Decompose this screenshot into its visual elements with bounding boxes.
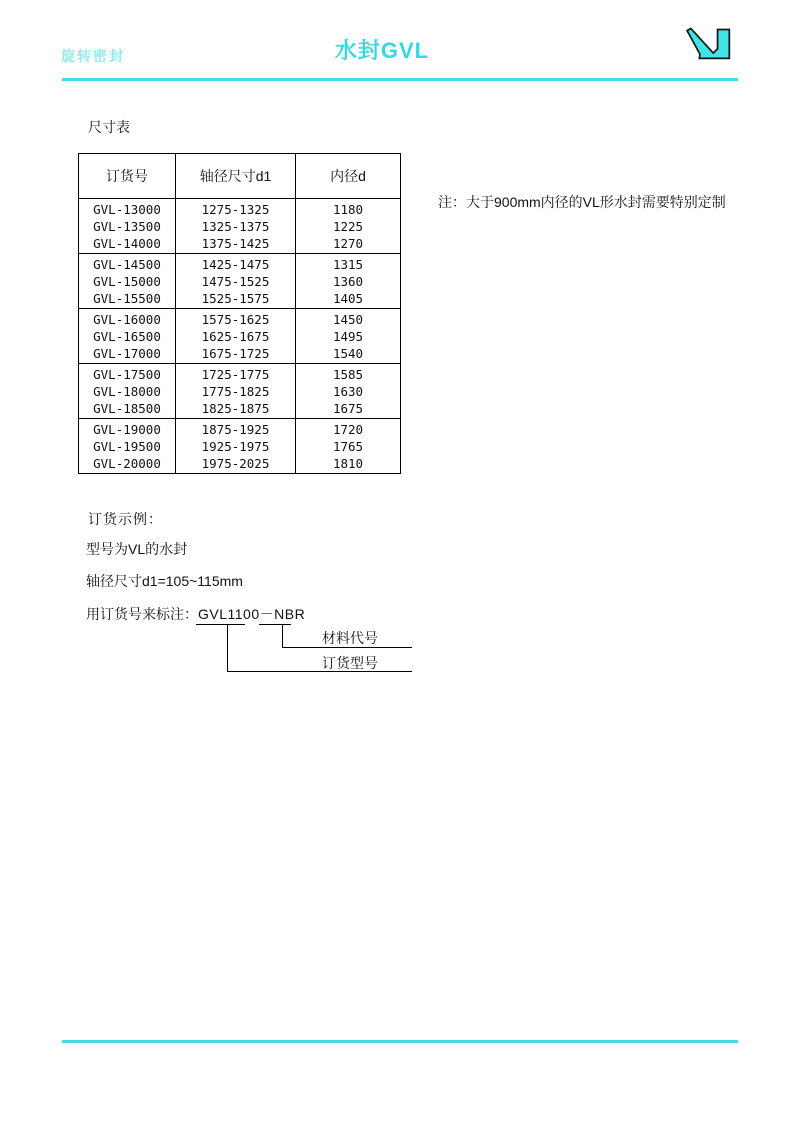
table-row-group (79, 254, 401, 309)
table-row (79, 455, 401, 474)
table-cell: 1630 (296, 383, 401, 400)
v-seal-logo-icon (686, 27, 732, 62)
table-cell: GVL-19500 (93, 439, 161, 454)
table-cell: 1315 (296, 254, 401, 274)
table-row (79, 345, 401, 364)
table-cell: 1585 (296, 364, 401, 384)
table-cell: GVL-14500 (93, 257, 161, 272)
table-row-group (79, 309, 401, 364)
order-example-size-line: 轴径尺寸d1=105~115mm (86, 573, 243, 589)
table-cell: 1720 (296, 419, 401, 439)
table-row (79, 218, 401, 235)
table-cell: 1425-1475 (176, 254, 296, 274)
table-row (79, 328, 401, 345)
page-title: 水封GVL (334, 38, 430, 63)
order-example-model-line: 型号为VL的水封 (86, 541, 188, 557)
order-code-separator: － (259, 606, 275, 622)
col-header-order-no: 订货号 (79, 154, 176, 199)
table-cell: 1675-1725 (176, 345, 296, 364)
order-example-heading: 订货示例： (88, 511, 163, 527)
table-cell: 1475-1525 (176, 273, 296, 290)
table-cell: 1575-1625 (176, 309, 296, 329)
table-row-group (79, 419, 401, 474)
table-cell: 1675 (296, 400, 401, 419)
table-row (79, 254, 401, 274)
table-cell: 1525-1575 (176, 290, 296, 309)
table-cell: GVL-18500 (93, 401, 161, 416)
table-cell: 1925-1975 (176, 438, 296, 455)
callout-line-order-vertical (227, 624, 228, 672)
table-cell: 1765 (296, 438, 401, 455)
table-row (79, 419, 401, 439)
table-row (79, 438, 401, 455)
callout-material-label: 材料代号 (322, 630, 378, 646)
table-row-group (79, 364, 401, 419)
table-cell: 1375-1425 (176, 235, 296, 254)
underline-material-code (259, 624, 291, 625)
table-cell: GVL-16500 (93, 329, 161, 344)
table-cell: 1625-1675 (176, 328, 296, 345)
table-cell: GVL-16000 (93, 312, 161, 327)
table-cell: GVL-19000 (93, 422, 161, 437)
table-cell: 1495 (296, 328, 401, 345)
dimension-table (78, 153, 401, 474)
table-row (79, 383, 401, 400)
table-cell: 1360 (296, 273, 401, 290)
table-cell: GVL-13000 (93, 202, 161, 217)
table-row (79, 309, 401, 329)
table-header-row (79, 154, 401, 199)
section-label: 旋转密封 (61, 48, 125, 64)
table-cell: 1540 (296, 345, 401, 364)
table-row (79, 364, 401, 384)
table-cell: 1975-2025 (176, 455, 296, 474)
order-code-label: 用订货号来标注： (86, 606, 198, 622)
dimension-table-heading: 尺寸表 (88, 119, 130, 135)
table-cell: 1775-1825 (176, 383, 296, 400)
table-row (79, 199, 401, 219)
order-example-code-line (86, 604, 305, 624)
table-cell: 1810 (296, 455, 401, 474)
table-cell: 1825-1875 (176, 400, 296, 419)
table-cell: GVL-18000 (93, 384, 161, 399)
order-code: GVL1100 (198, 606, 260, 622)
table-cell: GVL-20000 (93, 456, 161, 471)
table-cell: 1275-1325 (176, 199, 296, 219)
footer-rule (62, 1040, 738, 1043)
table-cell: GVL-17500 (93, 367, 161, 382)
table-row (79, 400, 401, 419)
callout-model-label: 订货型号 (322, 655, 378, 671)
header-rule (62, 78, 738, 81)
table-row (79, 290, 401, 309)
table-cell: 1405 (296, 290, 401, 309)
table-row (79, 235, 401, 254)
table-row (79, 273, 401, 290)
col-header-inner-diameter: 内径d (296, 154, 401, 199)
table-cell: 1180 (296, 199, 401, 219)
table-cell: 1225 (296, 218, 401, 235)
underline-order-code (196, 624, 245, 625)
table-cell: GVL-14000 (93, 236, 161, 251)
table-cell: 1270 (296, 235, 401, 254)
table-cell: GVL-15500 (93, 291, 161, 306)
col-header-shaft-diameter: 轴径尺寸d1 (176, 154, 296, 199)
table-cell: GVL-13500 (93, 219, 161, 234)
table-cell: 1325-1375 (176, 218, 296, 235)
special-order-note: 注：大于900mm内径的VL形水封需要特别定制 (438, 194, 726, 210)
table-cell: GVL-17000 (93, 346, 161, 361)
material-code: NBR (274, 606, 306, 622)
table-cell: 1725-1775 (176, 364, 296, 384)
table-cell: GVL-15000 (93, 274, 161, 289)
table-cell: 1875-1925 (176, 419, 296, 439)
table-cell: 1450 (296, 309, 401, 329)
table-row-group (79, 199, 401, 254)
